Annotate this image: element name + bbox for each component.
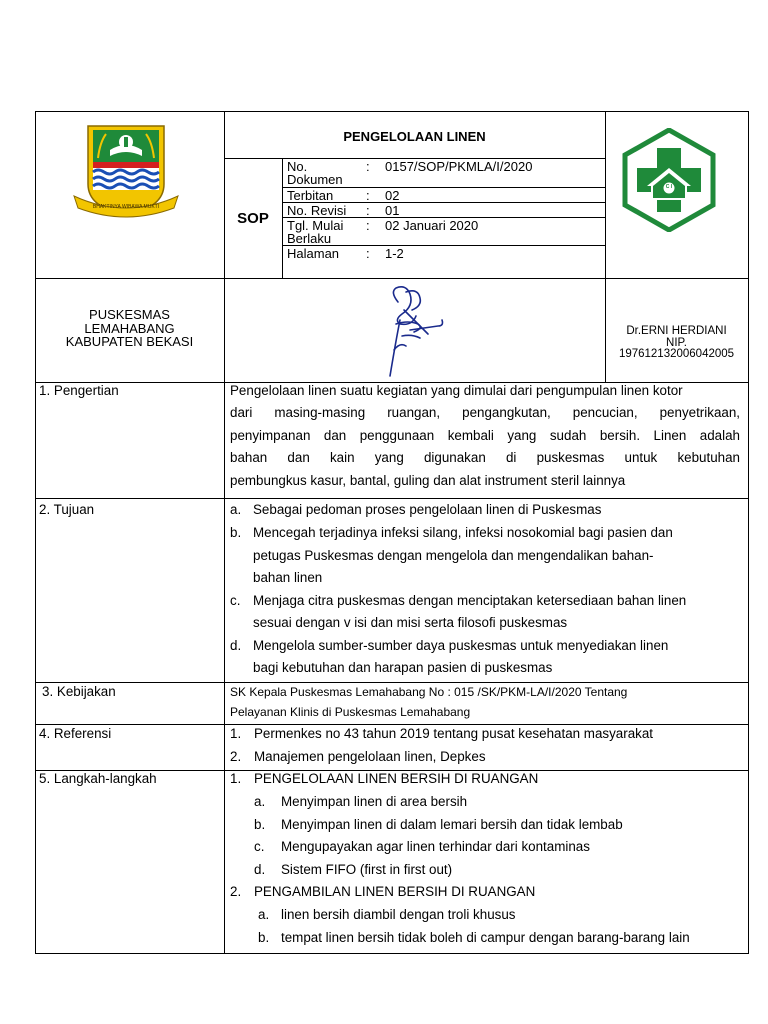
list-marker: a. [258, 907, 270, 922]
list-marker: a. [230, 502, 242, 517]
signatory-nip-label: NIP. [666, 336, 687, 349]
meta-value: 1-2 [385, 246, 404, 261]
signature [320, 280, 510, 380]
meta-colon: : [366, 203, 370, 218]
logo-motto: BHAKTINYA WIBAWA MUKTI [92, 204, 160, 210]
logo-cross-text: C I [665, 184, 673, 190]
section-label-referensi: 4. Referensi [39, 726, 112, 741]
org-line-2: LEMAHABANG [84, 320, 175, 336]
tujuan-line: Mencegah terjadinya infeksi silang, infeksi nosokomial bagi pasien dan [253, 525, 673, 540]
pengertian-line: dari masing-masing ruangan, pengangkutan, pencucian, penyetrikaan, [230, 405, 740, 420]
meta-label: Halaman [287, 246, 340, 261]
tujuan-line: Sebagai pedoman proses pengelolaan linen di Puskesmas [253, 502, 602, 517]
meta-value: 02 [385, 188, 400, 203]
pengertian-line: penyimpanan dan penggunaan kembali yang sudah bersih. Linen adalah [230, 428, 740, 443]
meta-label: No. [287, 159, 308, 174]
list-marker: d. [254, 862, 266, 877]
meta-label: Tgl. Mulai [287, 218, 344, 233]
signatory-name: Dr.ERNI HERDIANI [626, 325, 727, 337]
meta-colon: : [366, 188, 370, 203]
langkah-item: Menyimpan linen di area bersih [281, 794, 468, 809]
tujuan-line: sesuai dengan v isi dan misi serta filosofi puskesmas [253, 615, 568, 630]
tujuan-line: Menjaga citra puskesmas dengan menciptakan ketersediaan bahan linen [253, 593, 687, 608]
list-marker: 1. [230, 771, 242, 786]
list-marker: b. [230, 525, 242, 540]
meta-colon: : [366, 246, 370, 261]
org-line-1: PUSKESMAS [89, 307, 170, 322]
meta-label: Dokumen [287, 172, 343, 187]
section-label-tujuan: 2. Tujuan [39, 502, 95, 517]
langkah-group-title: PENGAMBILAN LINEN BERSIH DI RUANGAN [254, 884, 536, 899]
tujuan-line: bahan linen [253, 570, 323, 585]
langkah-item: Sistem FIFO (first in first out) [281, 862, 453, 877]
meta-colon: : [366, 159, 370, 174]
signatory-block [605, 326, 748, 361]
section-label-pengertian: 1. Pengertian [39, 383, 119, 398]
list-marker: b. [254, 817, 266, 832]
meta-value: 02 Januari 2020 [385, 218, 479, 233]
meta-label: Berlaku [287, 231, 332, 246]
meta-colon: : [366, 218, 370, 233]
pengertian-line: pembungkus kasur, bantal, guling dan alat instrument steril lainnya [230, 473, 626, 488]
meta-label: No. Revisi [287, 203, 347, 218]
langkah-group-title: PENGELOLAAN LINEN BERSIH DI RUANGAN [254, 771, 539, 786]
pengertian-line: bahan dan kain yang digunakan di puskesmas untuk kebutuhan [230, 450, 740, 465]
document-title: PENGELOLAAN LINEN [343, 129, 486, 144]
list-marker: c. [230, 593, 241, 608]
list-marker: b. [258, 930, 270, 945]
tujuan-line: petugas Puskesmas dengan mengelola dan mengendalikan bahan- [253, 548, 654, 563]
list-marker: d. [230, 638, 242, 653]
langkah-item: Mengupayakan agar linen terhindar dari kontaminas [281, 839, 590, 854]
tujuan-line: bagi kebutuhan dan harapan pasien di puskesmas [253, 660, 553, 675]
kabupaten-bekasi-logo [70, 122, 182, 222]
section-label-kebijakan: 3. Kebijakan [42, 684, 116, 699]
pengertian-line: Pengelolaan linen suatu kegiatan yang dimulai dari pengumpulan linen kotor [230, 383, 683, 398]
referensi-item: Permenkes no 43 tahun 2019 tentang pusat kesehatan masyarakat [254, 726, 654, 741]
langkah-item: tempat linen bersih tidak boleh di campur dengan barang-barang lain [281, 930, 690, 945]
list-marker: 1. [230, 726, 242, 741]
list-marker: 2. [230, 884, 242, 899]
signatory-nip: 197612132006042005 [618, 348, 735, 360]
section-label-langkah: 5. Langkah-langkah [39, 771, 157, 786]
referensi-item: Manajemen pengelolaan linen, Depkes [254, 749, 486, 764]
puskesmas-logo [617, 128, 721, 232]
kebijakan-line: Pelayanan Klinis di Puskesmas Lemahabang [230, 705, 471, 719]
langkah-item: linen bersih diambil dengan troli khusus [281, 907, 516, 922]
sop-label: SOP [237, 210, 269, 227]
meta-label: Terbitan [287, 188, 334, 203]
org-line-3: KABUPATEN BEKASI [65, 334, 194, 349]
list-marker: 2. [230, 749, 242, 764]
meta-value: 01 [385, 203, 400, 218]
tujuan-line: Mengelola sumber-sumber daya puskesmas untuk menyediakan linen [253, 638, 669, 653]
kebijakan-line: SK Kepala Puskesmas Lemahabang No : 015 /SK/PKM-LA/I/2020 Tentang [230, 685, 628, 699]
list-marker: a. [254, 794, 266, 809]
meta-value: 0157/SOP/PKMLA/I/2020 [385, 159, 533, 174]
org-name [35, 308, 224, 349]
list-marker: c. [254, 839, 265, 854]
langkah-item: Menyimpan linen di dalam lemari bersih dan tidak lembab [281, 817, 623, 832]
